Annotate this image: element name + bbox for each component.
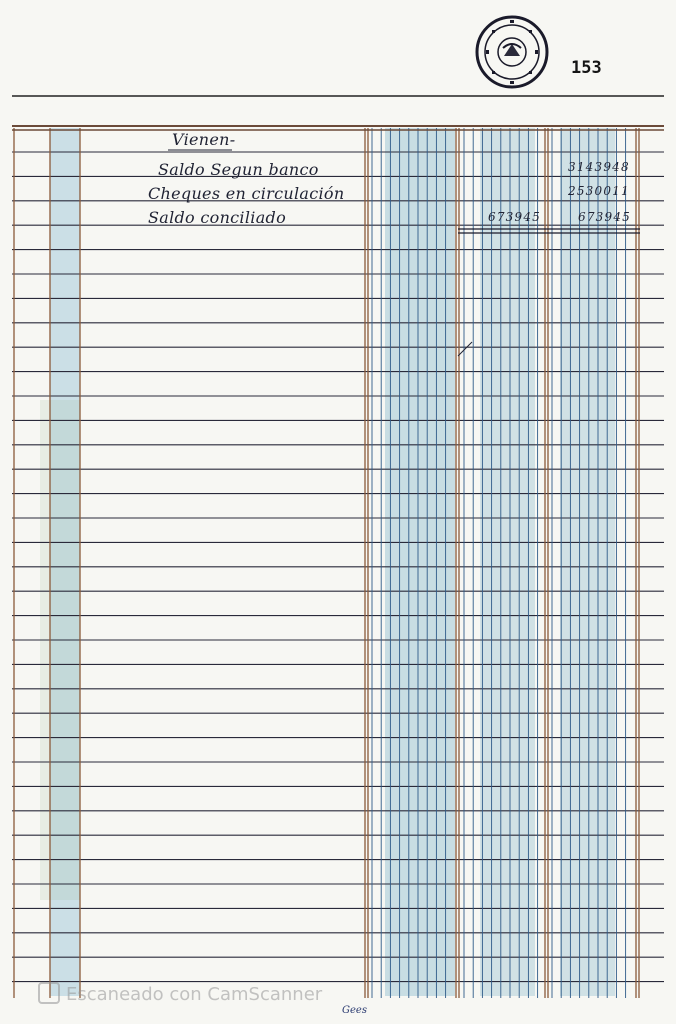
page-stain (40, 400, 80, 900)
camscanner-icon (38, 982, 60, 1004)
amount-cheques-circulacion: 2530011 (568, 184, 630, 198)
entry-cheques-en-circulacion: Cheques en circulación (148, 184, 345, 203)
amount-column-1-shade (385, 128, 455, 996)
scanner-watermark: Escaneado con CamScanner (66, 984, 323, 1005)
column-lines (14, 128, 639, 998)
amount-saldo-conciliado-col1: 673945 (488, 210, 542, 224)
amount-column-2-shade (480, 128, 535, 996)
amount-saldo-conciliado-col2: 673945 (578, 210, 632, 224)
footer-mark: Gees (342, 1005, 367, 1016)
page-number: 153 (571, 58, 602, 78)
pen-mark (458, 342, 472, 356)
entry-saldo-segun-banco: Saldo Segun banco (158, 160, 319, 179)
amount-saldo-banco: 3143948 (568, 160, 630, 174)
entry-saldo-conciliado: Saldo conciliado (148, 208, 287, 227)
entry-vienen: Vienen- (172, 130, 236, 149)
